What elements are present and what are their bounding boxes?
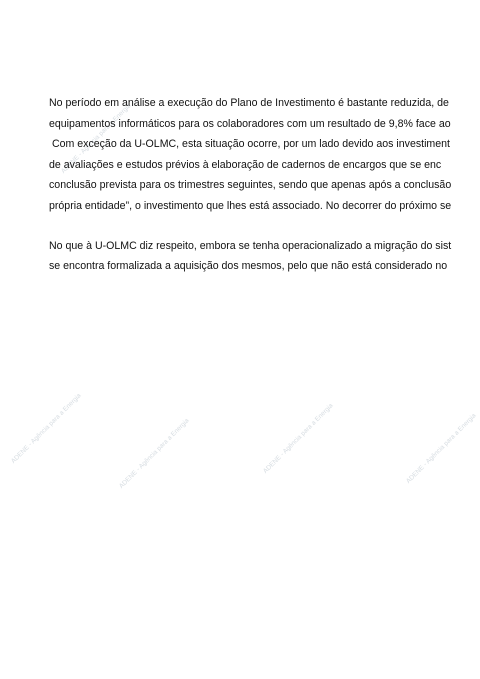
text-line: equipamentos informáticos para os colaboradores com um resultado de 9,8% face ao	[49, 117, 451, 130]
text-line: No que à U-OLMC diz respeito, embora se tenha operacionalizado a migração do sist	[49, 239, 452, 252]
text-line: conclusão prevista para os trimestres seguintes, sendo que apenas após a conclusão	[49, 179, 452, 192]
watermark-text: ADENE - Agência para a Energia	[405, 412, 478, 485]
watermark-text: ADENE - Agência para a Energia	[118, 417, 191, 490]
text-line: de avaliações e estudos prévios à elaboração de cadernos de encargos que se enc	[49, 158, 442, 171]
watermark-text: ADENE - Agência para a Energia	[60, 102, 133, 175]
text-line: Com exceção da U-OLMC, esta situação ocorre, por um lado devido aos investiment	[49, 138, 450, 151]
watermark-text: ADENE - Agência para a Energia	[262, 402, 335, 475]
text-line: se encontra formalizada a aquisição dos mesmos, pelo que não está considerado no	[49, 260, 448, 273]
paragraph-2	[49, 236, 480, 277]
text-line: No período em análise a execução do Plano de Investimento é bastante reduzida, de	[49, 97, 449, 109]
body-text	[49, 93, 480, 277]
paragraph-1	[49, 93, 480, 217]
watermark-text: ADENE - Agência para a Energia	[10, 392, 83, 465]
text-line: própria entidade”, o investimento que lhes está associado. No decorrer do próximo se	[49, 199, 452, 212]
paragraph-spacer	[49, 217, 480, 236]
